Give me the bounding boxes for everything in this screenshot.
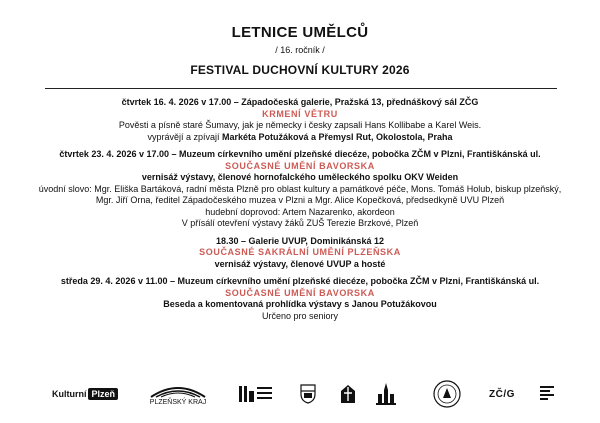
arch-icon bbox=[149, 383, 207, 399]
partner-logos bbox=[0, 372, 600, 416]
museum-icon bbox=[238, 385, 274, 403]
event-title: SOUČASNÉ SAKRÁLNÍ UMĚNÍ PLZEŇSKA bbox=[199, 247, 401, 257]
page-title: LETNICE UMĚLCŮ bbox=[231, 24, 369, 41]
event-line: hudební doprovod: Artem Nazarenko, akordeon bbox=[205, 206, 395, 217]
museum-logo[interactable] bbox=[236, 372, 276, 416]
event-date-line: středa 29. 4. 2026 v 11.00 – Muzeum církevního umění plzeňské diecéze, pobočka ZČM v Plzni, Františkánská ul. bbox=[60, 276, 540, 286]
divider bbox=[45, 88, 557, 89]
performers-prefix: vyprávějí a zpívají bbox=[147, 131, 222, 142]
city-crest-logo[interactable] bbox=[296, 372, 320, 416]
zcg-logo[interactable] bbox=[488, 372, 516, 416]
event-line bbox=[0, 132, 600, 144]
shield-icon bbox=[300, 384, 316, 404]
performers-names: Markéta Potužáková a Přemysl Rut, Okolostola, Praha bbox=[221, 131, 453, 142]
event-date-line: čtvrtek 23. 4. 2026 v 17.00 – Muzeum církevního umění plzeňské diecéze, pobočka ZČM v Plzni, Františkánská ul. bbox=[59, 149, 541, 159]
event-title: SOUČASNÉ UMĚNÍ BAVORSKA bbox=[225, 160, 375, 171]
round-seal-logo[interactable] bbox=[430, 372, 464, 416]
edition-label: / 16. ročník / bbox=[275, 45, 325, 55]
cathedral-icon bbox=[374, 382, 398, 406]
zcg-label: ZČ/G bbox=[489, 388, 515, 400]
event-line-part bbox=[147, 132, 452, 142]
seal-icon bbox=[432, 379, 462, 409]
event-line: Mgr. Jiří Orna, ředitel Západočeského muzea v Plzni a Mgr. Alice Kopečková, předsedkyně UVU Plzeň bbox=[95, 195, 505, 205]
plzensky-kraj-logo[interactable] bbox=[146, 372, 210, 416]
bishopric-crest-logo[interactable] bbox=[336, 372, 360, 416]
program bbox=[0, 97, 600, 322]
kulturni-plzen-logo[interactable] bbox=[46, 372, 124, 416]
plzensky-kraj-label: PLZEŇSKÝ KRAJ bbox=[149, 398, 207, 406]
event-date-line: 18.30 – Galerie UVUP, Dominikánská 12 bbox=[216, 235, 384, 246]
event-line: Pověsti a písně staré Šumavy, jak je německy i česky zapsali Hans Kollibabe a Karel Weis. bbox=[118, 120, 482, 130]
event-line: Beseda a komentovaná prohlídka výstavy s Janou Potužákovou bbox=[163, 299, 437, 309]
gallery-mark-icon bbox=[539, 385, 555, 403]
event-line: Určeno pro seniory bbox=[261, 310, 339, 321]
kulturni-plzen-word2: Plzeň bbox=[88, 388, 118, 400]
event-date-line: čtvrtek 16. 4. 2026 v 17.00 – Západočeská galerie, Pražská 13, přednáškový sál ZČG bbox=[121, 97, 479, 107]
event-line: úvodní slovo: Mgr. Eliška Bartáková, radní města Plzně pro oblast kultury a památkové péče, Mons. Tomáš Holub, biskup plzeňský, bbox=[38, 183, 562, 194]
event-title: SOUČASNÉ UMĚNÍ BAVORSKA bbox=[225, 287, 375, 298]
cathedral-logo[interactable] bbox=[372, 372, 400, 416]
event-line: vernisáž výstavy, členové hornofalckého uměleckého spolku OKV Weiden bbox=[141, 172, 459, 182]
festival-title: FESTIVAL DUCHOVNÍ KULTURY 2026 bbox=[190, 63, 410, 77]
gallery-mark-logo[interactable] bbox=[536, 372, 558, 416]
event-title: KRMENÍ VĚTRU bbox=[262, 108, 338, 119]
event-line: V přísálí otevření výstavy žáků ZUŠ Terezie Brzkové, Plzeň bbox=[181, 218, 419, 228]
event-line: vernisáž výstavy, členové UVUP a hosté bbox=[214, 258, 386, 269]
kulturni-plzen-word1: Kulturní bbox=[51, 389, 87, 399]
mitre-icon bbox=[339, 383, 357, 405]
